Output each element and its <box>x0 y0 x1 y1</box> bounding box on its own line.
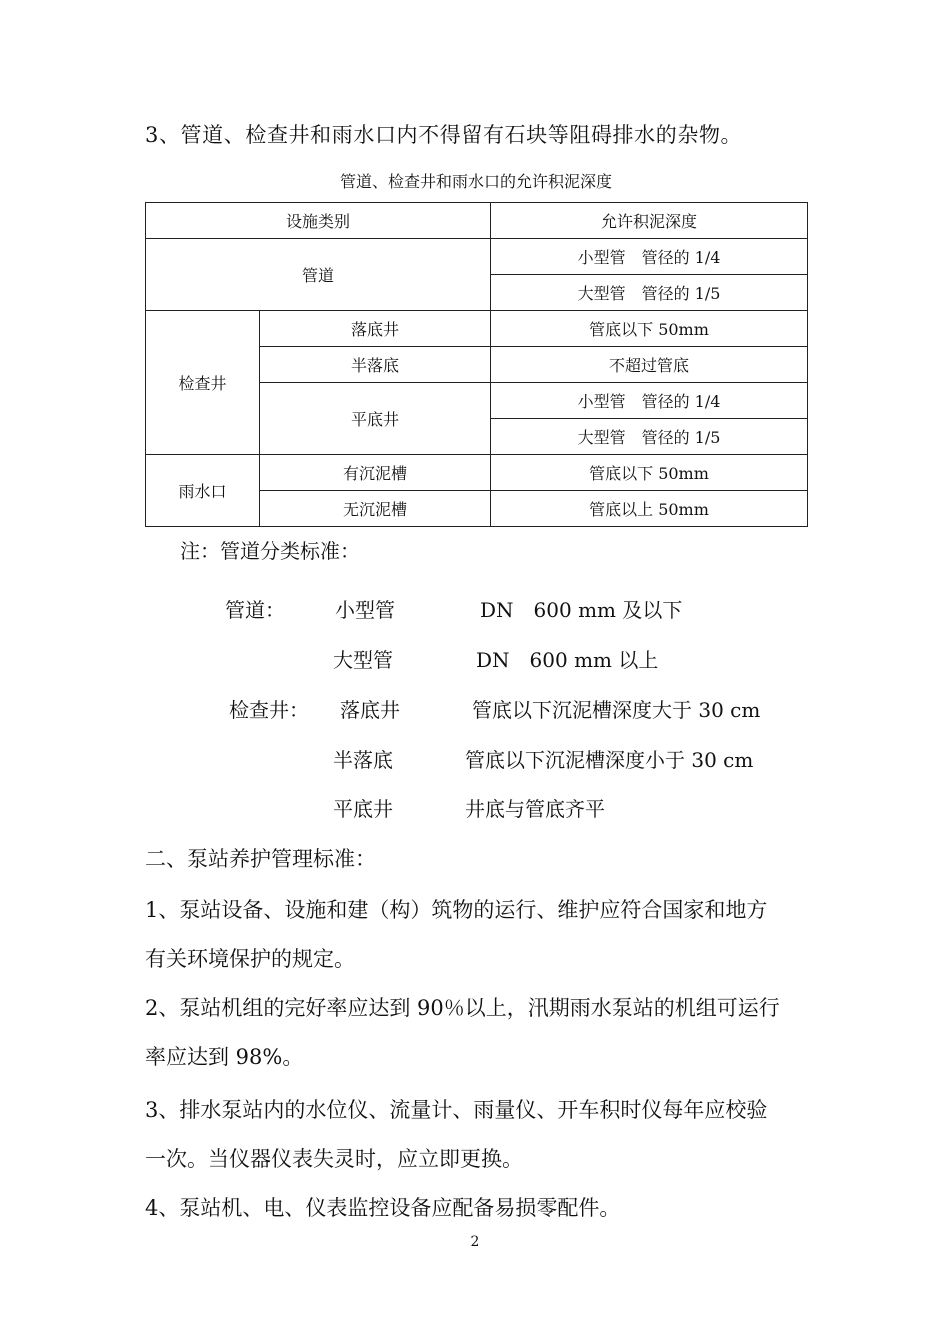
half-drop-label: 半落底 <box>260 347 491 383</box>
header-depth: 允许积泥深度 <box>491 203 808 239</box>
note-pipe-large: 大型管 <box>333 648 393 672</box>
note-pipe-label: 管道： <box>225 598 285 622</box>
table-row <box>146 455 808 491</box>
note-flat-def: 井底与管底齐平 <box>465 797 605 821</box>
note-pipe-large-def: DN 600 mm 以上 <box>476 648 659 672</box>
note-pipe-small: 小型管 <box>335 598 395 622</box>
flat-large-value: 大型管 管径的 1/5 <box>491 419 808 455</box>
without-trap-label: 无沉泥槽 <box>260 491 491 527</box>
table-header-row <box>146 203 808 239</box>
drop-manhole-value: 管底以下 50mm <box>491 311 808 347</box>
with-trap-value: 管底以下 50mm <box>491 455 808 491</box>
table-caption: 管道、检查井和雨水口的允许积泥深度 <box>339 172 612 191</box>
table-row <box>146 239 808 275</box>
note-title: 注：管道分类标准： <box>180 539 360 563</box>
pipe-large-value: 大型管 管径的 1/5 <box>491 275 808 311</box>
header-category: 设施类别 <box>146 203 491 239</box>
half-drop-value: 不超过管底 <box>491 347 808 383</box>
sludge-depth-table <box>145 202 808 527</box>
flat-small-value: 小型管 管径的 1/4 <box>491 383 808 419</box>
intro-item-3: 3、管道、检查井和雨水口内不得留有石块等阻碍排水的杂物。 <box>145 123 743 147</box>
note-half: 半落底 <box>333 748 393 772</box>
note-drop: 落底井 <box>340 698 400 722</box>
section2-item4: 4、泵站机、电、仪表监控设备应配备易损零配件。 <box>145 1196 621 1220</box>
pipe-small-value: 小型管 管径的 1/4 <box>491 239 808 275</box>
section2-item2-line2: 率应达到 98%。 <box>145 1045 304 1069</box>
manhole-label: 检查井 <box>146 311 260 455</box>
pipe-label: 管道 <box>146 239 491 311</box>
drop-manhole-label: 落底井 <box>260 311 491 347</box>
section2-heading: 二、泵站养护管理标准： <box>145 847 376 871</box>
page-number: 2 <box>470 1234 480 1250</box>
section2-item3-line2: 一次。当仪器仪表失灵时，应立即更换。 <box>145 1147 523 1171</box>
section2-item2-line1: 2、泵站机组的完好率应达到 90％以上，汛期雨水泵站的机组可运行 <box>145 996 780 1020</box>
note-pipe-small-def: DN 600 mm 及以下 <box>480 598 683 622</box>
table-row <box>146 311 808 347</box>
note-manhole-label: 检查井： <box>229 698 309 722</box>
section2-item1-line2: 有关环境保护的规定。 <box>145 947 355 971</box>
with-trap-label: 有沉泥槽 <box>260 455 491 491</box>
section2-item3-line1: 3、排水泵站内的水位仪、流量计、雨量仪、开车积时仪每年应校验 <box>145 1098 768 1122</box>
note-half-def: 管底以下沉泥槽深度小于 30 cm <box>465 748 754 772</box>
without-trap-value: 管底以上 50mm <box>491 491 808 527</box>
flat-manhole-label: 平底井 <box>260 383 491 455</box>
section2-item1-line1: 1、泵站设备、设施和建（构）筑物的运行、维护应符合国家和地方 <box>145 898 768 922</box>
inlet-label: 雨水口 <box>146 455 260 527</box>
note-drop-def: 管底以下沉泥槽深度大于 30 cm <box>472 698 761 722</box>
note-flat: 平底井 <box>333 797 393 821</box>
